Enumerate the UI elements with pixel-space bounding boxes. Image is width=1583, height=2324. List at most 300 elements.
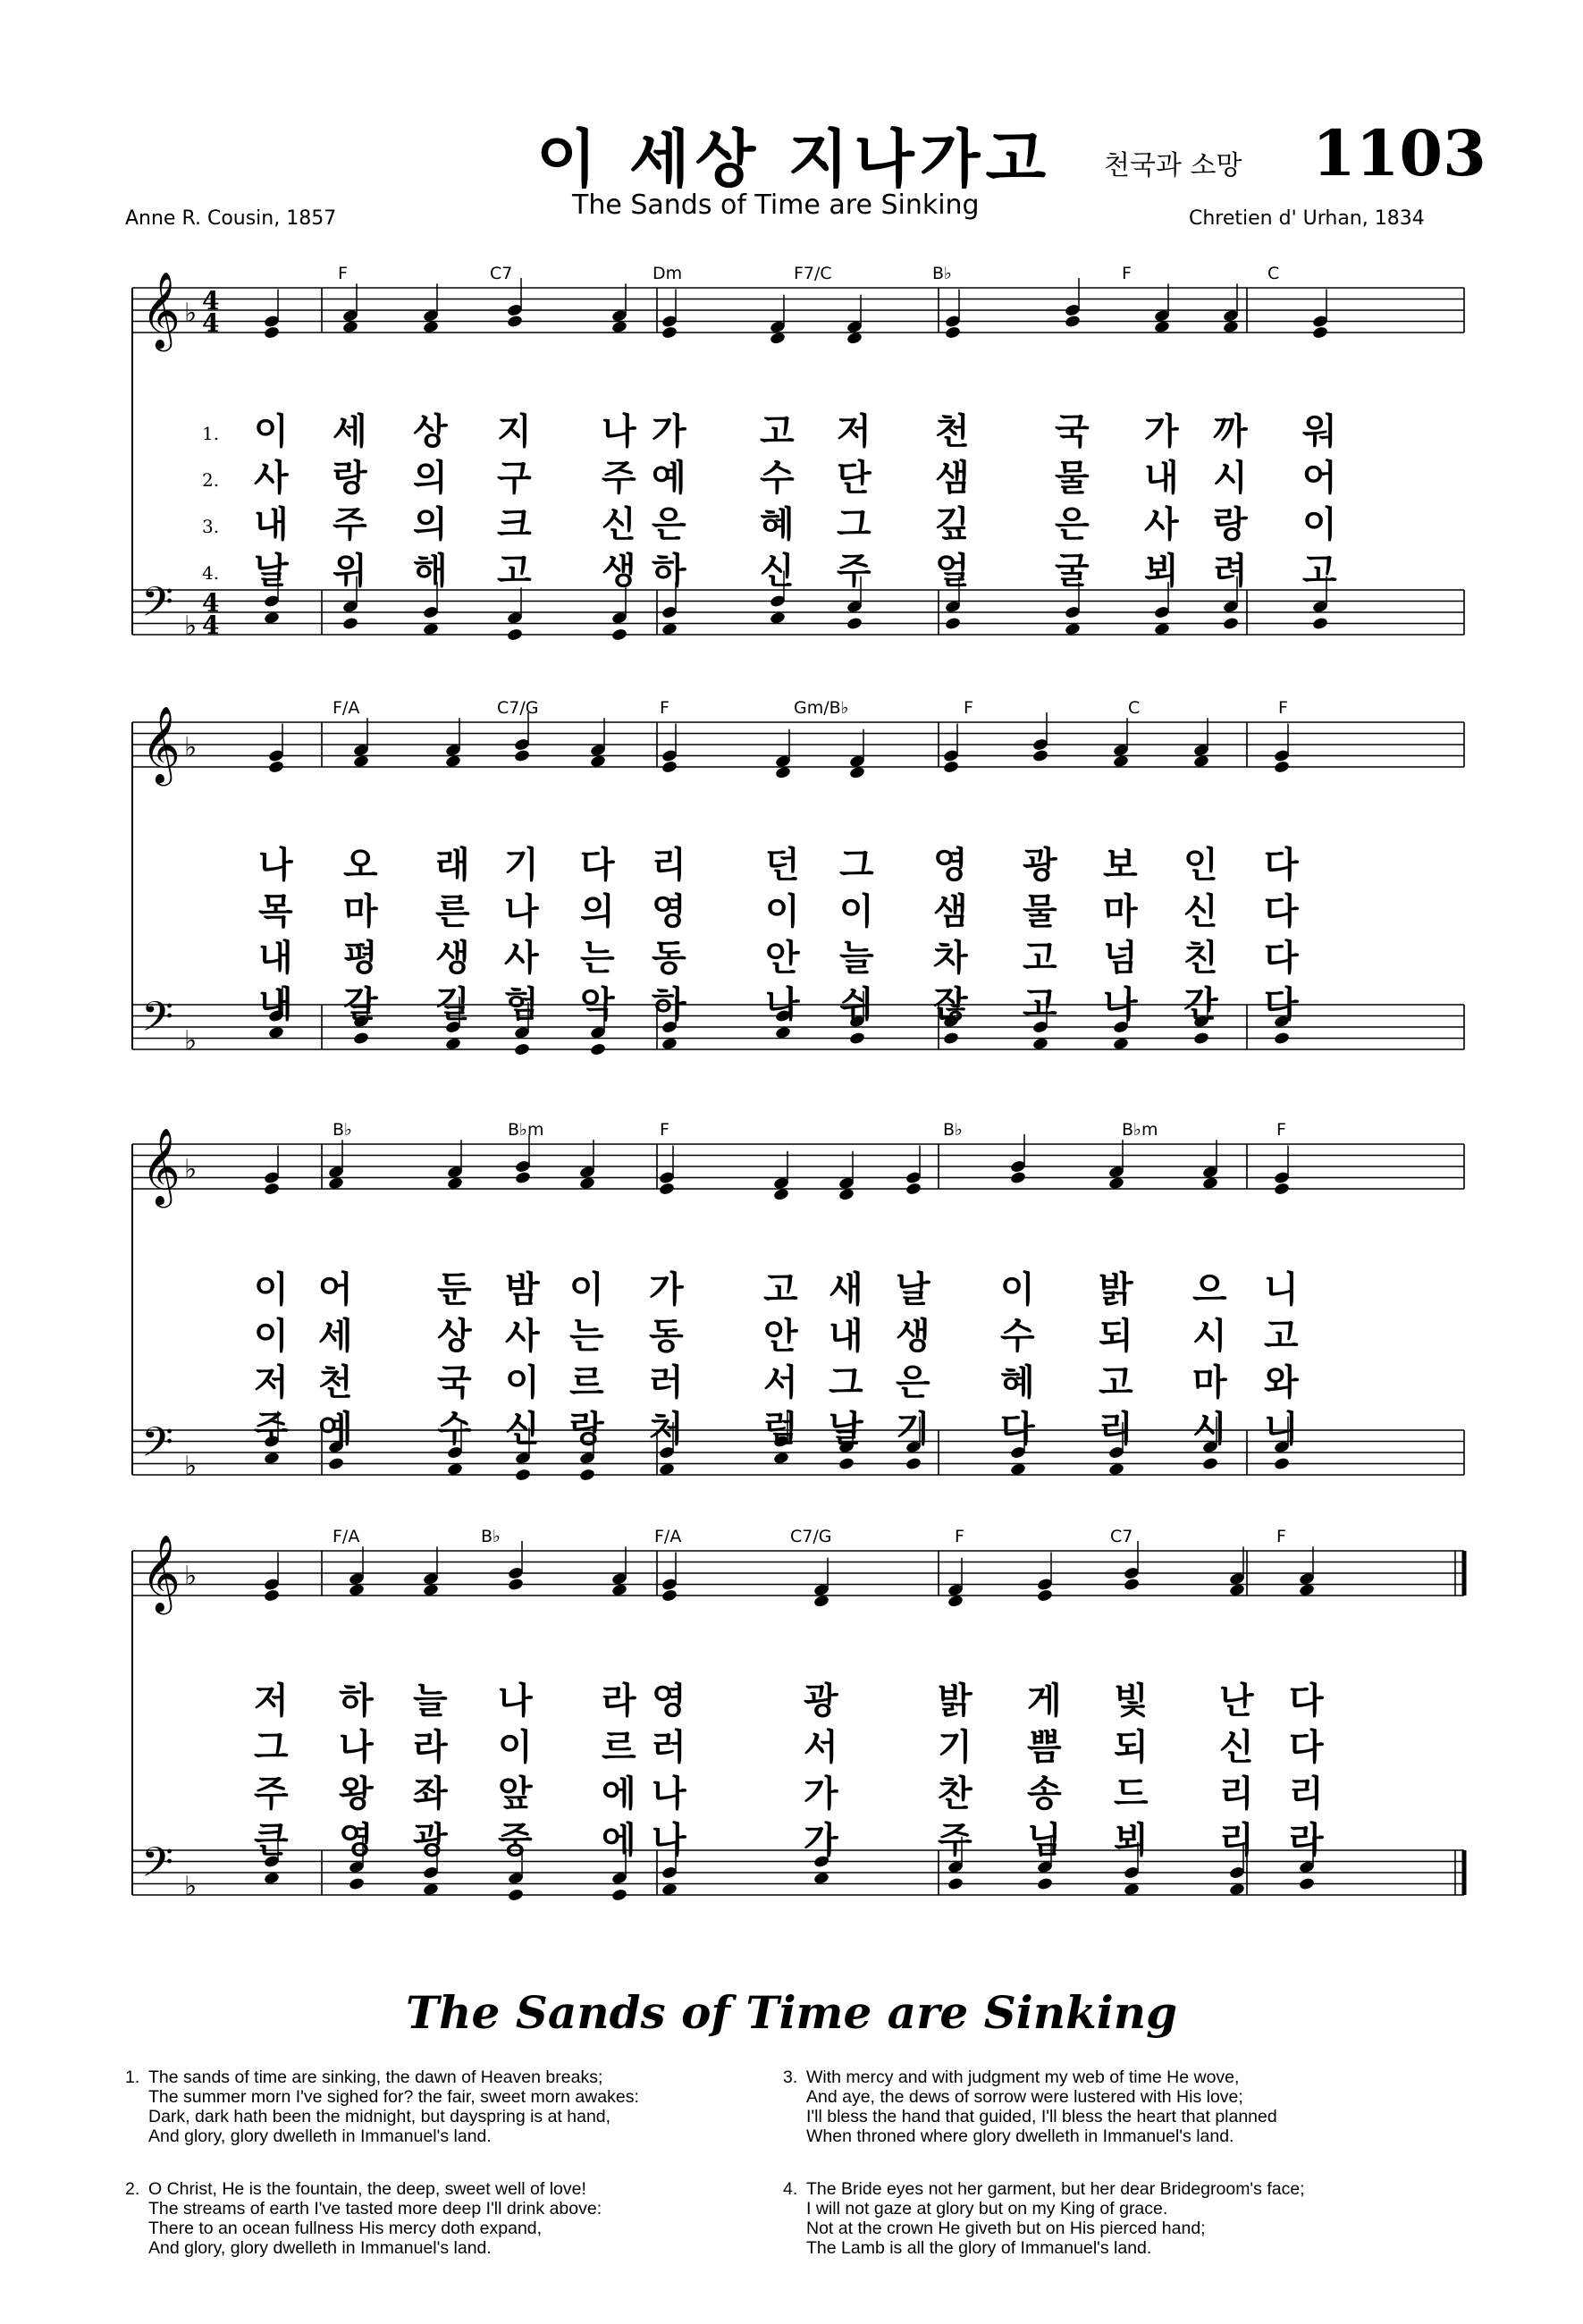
note-head	[773, 1187, 790, 1201]
note-head	[515, 1171, 532, 1185]
lyric-syllable: 래	[435, 845, 470, 886]
lyric-syllable: 기	[504, 845, 539, 886]
chord-symbol: C7/G	[497, 698, 539, 718]
verse-line: There to an ocean fullness His mercy doth expand,	[148, 2219, 543, 2238]
note-head	[507, 627, 524, 642]
note-head	[264, 1451, 281, 1465]
lyric-syllable: 러	[652, 1727, 686, 1768]
verse-line: Dark, dark hath been the midnight, but dayspring is at hand,	[148, 2107, 611, 2126]
note-head	[590, 754, 607, 769]
lyric-syllable: 이	[254, 1269, 289, 1310]
lyric-syllable: 세	[333, 411, 367, 452]
note-head	[1124, 1882, 1141, 1897]
flat-icon: ♭	[184, 610, 198, 642]
lyric-syllable: 이	[765, 891, 800, 932]
lyric-syllable: 이	[254, 1316, 289, 1357]
lyric-syllable: 생	[602, 551, 636, 592]
lyric-syllable: 랑	[569, 1409, 604, 1450]
lyric-syllable: 이	[505, 1362, 540, 1403]
note-head	[514, 1042, 531, 1057]
note-head	[1065, 622, 1082, 636]
note-head	[1154, 320, 1171, 334]
chord-symbol: B♭m	[508, 1120, 544, 1140]
note-head	[661, 1588, 678, 1603]
lyric-syllable: 빛	[1114, 1680, 1149, 1722]
lyric-syllable: 하	[652, 551, 686, 592]
english-verse-2	[125, 2179, 774, 2258]
lyric-syllable: 는	[580, 938, 615, 979]
lyric-syllable: 안	[765, 938, 800, 979]
lyric-syllable: 샘	[935, 458, 970, 499]
lyric-syllable: 생	[896, 1316, 930, 1357]
lyric-syllable: 날	[896, 1269, 930, 1310]
note-head	[423, 1882, 440, 1897]
lyric-syllable: 늘	[413, 1680, 448, 1722]
lyric-syllable: 다	[1264, 938, 1299, 979]
lyric-syllable: 고	[1023, 938, 1057, 979]
lyric-syllable: 시	[1192, 1409, 1227, 1450]
note-head	[579, 1176, 596, 1191]
chord-symbol: F	[1122, 264, 1132, 283]
lyric-syllable: 오	[343, 845, 378, 886]
note-head	[849, 1031, 866, 1046]
bass-clef-icon: 𝄢	[141, 1839, 174, 1897]
note-head	[328, 1457, 345, 1471]
music-system	[132, 264, 1464, 642]
lyric-syllable: 수	[437, 1409, 472, 1450]
lyric-syllable: 인	[1183, 845, 1218, 886]
lyric-syllable: 가	[649, 1269, 684, 1310]
verse-number: 2.	[202, 469, 220, 491]
lyric-syllable: 주	[837, 551, 871, 592]
note-head	[447, 1176, 464, 1191]
chord-symbol: C7	[1110, 1527, 1133, 1546]
note-head	[515, 1468, 532, 1482]
lyric-syllable: 지	[497, 411, 532, 452]
note-head	[353, 754, 370, 769]
lyric-syllable: 이	[498, 1727, 533, 1768]
lyric-syllable: 다	[580, 845, 615, 886]
note-head	[349, 1877, 366, 1891]
lyric-syllable: 으	[1192, 1269, 1227, 1310]
chord-symbol: F/A	[654, 1527, 682, 1546]
lyric-syllable: 에	[602, 1773, 636, 1815]
note-head	[268, 760, 285, 774]
lyric-syllable: 사	[254, 458, 289, 499]
music-system	[132, 698, 1464, 1057]
time-signature-icon: 4	[202, 308, 220, 338]
lyric-syllable: 라	[1289, 1820, 1324, 1861]
flat-icon: ♭	[184, 1871, 198, 1902]
lyric-syllable: 물	[1023, 891, 1057, 932]
note-head	[773, 1451, 790, 1465]
lyric-syllable: 님	[1027, 1820, 1062, 1861]
lyric-syllable: 드	[1114, 1773, 1149, 1815]
note-head	[264, 325, 281, 340]
note-head	[947, 1877, 964, 1891]
lyric-syllable: 워	[1302, 411, 1337, 452]
lyric-syllable: 는	[569, 1316, 604, 1357]
lyric-syllable: 하	[339, 1680, 374, 1722]
note-head	[611, 1888, 628, 1902]
lyric-syllable: 랑	[1213, 504, 1248, 545]
note-head	[1274, 1182, 1291, 1196]
verse-line: O Christ, He is the fountain, the deep, sweet well of love!	[148, 2179, 586, 2199]
note-head	[611, 1583, 628, 1597]
lyric-syllable: 이	[839, 891, 874, 932]
chord-symbol: C7/G	[790, 1527, 832, 1546]
note-head	[423, 320, 440, 334]
music-system	[132, 1527, 1464, 1902]
lyric-syllable: 주	[602, 458, 636, 499]
lyric-syllable: 다	[1264, 891, 1299, 932]
chord-symbol: F/A	[333, 1527, 360, 1546]
lyric-syllable: 고	[1023, 984, 1057, 1025]
note-head	[945, 617, 962, 631]
lyric-syllable: 쉬	[839, 984, 874, 1025]
lyric-syllable: 새	[829, 1269, 863, 1310]
lyric-syllable: 저	[254, 1680, 289, 1722]
chord-symbol: F7/C	[794, 264, 832, 283]
lyric-syllable: 리	[652, 845, 686, 886]
lyric-syllable: 간	[1183, 984, 1218, 1025]
hymn-subtitle: The Sands of Time are Sinking	[572, 189, 980, 221]
note-head	[659, 1182, 676, 1196]
lyric-syllable: 보	[1103, 845, 1138, 886]
note-head	[943, 1031, 960, 1046]
note-head	[813, 1871, 830, 1885]
lyric-syllable: 라	[602, 1680, 636, 1722]
verse-line: The streams of earth I've tasted more deep I'll drink above:	[148, 2199, 602, 2219]
verse-line: The sands of time are sinking, the dawn of Heaven breaks;	[148, 2067, 603, 2087]
lyric-syllable: 저	[837, 411, 871, 452]
chord-symbol: C	[1267, 264, 1280, 283]
lyric-syllable: 서	[804, 1727, 838, 1768]
note-head	[1113, 1037, 1130, 1051]
lyric-syllable: 르	[569, 1362, 604, 1403]
note-head	[1202, 1457, 1219, 1471]
lyric-syllable: 다	[1264, 845, 1299, 886]
lyric-syllable: 광	[413, 1820, 448, 1861]
chord-symbol: B♭	[932, 264, 952, 283]
lyric-syllable: 수	[760, 458, 795, 499]
verse-line: I will not gaze at glory but on my King of grace.	[806, 2199, 1168, 2219]
lyric-syllable: 나	[652, 1820, 686, 1861]
lyric-syllable: 게	[1027, 1680, 1062, 1722]
treble-clef-icon: 𝄞	[141, 706, 181, 783]
verse-line: When throned where glory dwelleth in Immanuel's land.	[806, 2126, 1234, 2146]
lyric-syllable: 뵈	[1144, 551, 1179, 592]
lyric-syllable: 의	[413, 504, 448, 545]
verse-line: And aye, the dews of sorrow were lustered with His love;	[806, 2087, 1243, 2107]
lyric-syllable: 다	[1264, 984, 1299, 1025]
lyric-syllable: 리	[1219, 1820, 1254, 1861]
lyric-syllable: 날	[829, 1409, 863, 1450]
music-system	[132, 1120, 1464, 1482]
lyric-syllable: 넘	[1103, 938, 1138, 979]
note-head	[1229, 1583, 1246, 1597]
note-head	[1037, 1877, 1054, 1891]
verse-line: With mercy and with judgment my web of time He wove,	[806, 2067, 1240, 2087]
lyric-syllable: 차	[933, 938, 968, 979]
lyric-syllable: 친	[1183, 938, 1218, 979]
lyric-syllable: 해	[413, 551, 448, 592]
verse-number: 2.	[125, 2179, 140, 2199]
lyric-syllable: 되	[1114, 1727, 1149, 1768]
lyric-syllable: 내	[254, 504, 289, 545]
lyric-syllable: 찬	[938, 1773, 973, 1815]
lyric-syllable: 서	[763, 1362, 798, 1403]
note-head	[264, 1182, 281, 1196]
lyric-syllable: 늘	[839, 938, 874, 979]
note-head	[943, 760, 960, 774]
bass-clef-icon: 𝄢	[141, 993, 174, 1051]
lyric-syllable: 날	[254, 551, 289, 592]
lyric-syllable: 까	[1213, 411, 1248, 452]
chord-symbol: F/A	[333, 698, 360, 718]
lyric-syllable: 중	[498, 1820, 533, 1861]
chord-symbol: B♭	[943, 1120, 963, 1140]
lyric-syllable: 길	[435, 984, 470, 1025]
lyric-syllable: 다	[1289, 1727, 1324, 1768]
note-head	[590, 1042, 607, 1057]
verse-line: The summer morn I've sighed for? the fair, sweet morn awakes:	[148, 2087, 639, 2107]
lyric-syllable: 이	[254, 411, 289, 452]
note-head	[1113, 754, 1130, 769]
lyric-syllable: 고	[760, 411, 795, 452]
lyric-syllable: 얼	[935, 551, 970, 592]
lyric-syllable: 뵈	[1114, 1820, 1149, 1861]
lyric-syllable: 내	[829, 1316, 863, 1357]
lyric-syllable: 럼	[763, 1409, 798, 1450]
lyric-syllable: 쁨	[1027, 1727, 1062, 1768]
english-title-banner: The Sands of Time are Sinking	[405, 1986, 1178, 2039]
verse-line: Not at the crown He giveth but on His pierced hand;	[806, 2219, 1206, 2238]
lyric-syllable: 가	[652, 411, 686, 452]
lyric-syllable: 마	[1192, 1362, 1227, 1403]
note-head	[1032, 1037, 1049, 1051]
lyric-syllable: 던	[765, 845, 800, 886]
lyric-syllable: 가	[804, 1820, 838, 1861]
note-head	[838, 1457, 855, 1471]
lyric-syllable: 랑	[333, 458, 367, 499]
lyric-syllable: 갈	[343, 984, 378, 1025]
verse-line: The Lamb is all the glory of Immanuel's land.	[806, 2238, 1152, 2258]
lyric-syllable: 처	[649, 1409, 684, 1450]
hymn-number: 1103	[1312, 116, 1486, 190]
lyric-syllable: 주	[333, 504, 367, 545]
verse-number: 4.	[783, 2179, 798, 2199]
lyric-syllable: 나	[652, 1773, 686, 1815]
lyric-syllable: 안	[763, 1316, 798, 1357]
note-head	[661, 1037, 678, 1051]
note-head	[1202, 1176, 1219, 1191]
note-head	[579, 1468, 596, 1482]
chord-symbol: B♭	[481, 1527, 501, 1546]
note-head	[1274, 760, 1291, 774]
flat-icon: ♭	[184, 1154, 198, 1185]
lyric-syllable: 앞	[498, 1773, 533, 1815]
lyric-syllable: 수	[1000, 1316, 1035, 1357]
note-head	[611, 627, 628, 642]
note-head	[349, 1583, 366, 1597]
flat-icon: ♭	[184, 1561, 198, 1592]
lyric-syllable: 내	[258, 984, 293, 1025]
lyric-syllable: 의	[580, 891, 615, 932]
verse-line: I'll bless the hand that guided, I'll bless the heart that planned	[806, 2107, 1277, 2126]
note-head	[659, 1462, 676, 1477]
note-head	[264, 1871, 281, 1885]
english-verse-3	[783, 2067, 1432, 2146]
chord-symbol: C7	[490, 264, 513, 283]
lyric-syllable: 리	[1099, 1409, 1133, 1450]
lyric-syllable: 국	[1055, 411, 1090, 452]
lyric-syllable: 광	[804, 1680, 838, 1722]
hymn-category: 천국과 소망	[1104, 150, 1242, 181]
lyric-syllable: 상	[437, 1316, 472, 1357]
lyric-syllable: 이	[1302, 504, 1337, 545]
flat-icon: ♭	[184, 1451, 198, 1482]
note-head	[423, 1583, 440, 1597]
note-head	[775, 765, 792, 779]
lyric-syllable: 나	[504, 891, 539, 932]
lyric-syllable: 마	[1103, 891, 1138, 932]
lyric-syllable: 물	[1055, 458, 1090, 499]
chord-symbol: F	[955, 1527, 964, 1546]
note-head	[661, 1882, 678, 1897]
note-head	[508, 1888, 525, 1902]
note-head	[1032, 749, 1049, 763]
lyric-syllable: 시	[1192, 1316, 1227, 1357]
lyric-syllable: 혜	[760, 504, 795, 545]
lyric-syllable: 은	[1055, 504, 1090, 545]
lyric-syllable: 밝	[1099, 1269, 1133, 1310]
verse-number: 3.	[783, 2067, 798, 2087]
lyric-syllable: 구	[497, 458, 532, 499]
chord-symbol: B♭	[333, 1120, 352, 1140]
note-head	[1010, 1462, 1027, 1477]
lyric-syllable: 의	[413, 458, 448, 499]
lyric-syllable: 와	[1264, 1362, 1299, 1403]
lyric-syllable: 생	[435, 938, 470, 979]
lyric-syllable: 천	[318, 1362, 353, 1403]
note-head	[947, 1594, 964, 1608]
lyric-syllable: 영	[652, 891, 686, 932]
lyric-syllable: 마	[343, 891, 378, 932]
lyric-syllable: 굴	[1055, 551, 1090, 592]
lyric-syllable: 악	[580, 984, 615, 1025]
lyric-syllable: 험	[504, 984, 539, 1025]
lyric-syllable: 가	[804, 1773, 838, 1815]
note-head	[1037, 1588, 1054, 1603]
lyric-syllable: 주	[254, 1773, 289, 1815]
lyricist-credit: Anne R. Cousin, 1857	[125, 207, 337, 230]
lyric-syllable: 송	[1027, 1773, 1062, 1815]
note-head	[445, 754, 462, 769]
note-head	[945, 325, 962, 340]
lyric-syllable: 되	[1099, 1316, 1133, 1357]
lyric-syllable: 고	[1099, 1362, 1133, 1403]
lyric-syllable: 신	[1183, 891, 1218, 932]
lyric-syllable: 나	[498, 1680, 533, 1722]
verse-line: The Bride eyes not her garment, but her dear Bridegroom's face;	[806, 2179, 1305, 2199]
note-head	[905, 1182, 922, 1196]
chord-symbol: F	[964, 698, 973, 718]
note-head	[775, 1025, 792, 1040]
note-head	[1229, 1882, 1246, 1897]
lyric-syllable: 어	[1302, 458, 1337, 499]
chord-symbol: F	[338, 264, 348, 283]
note-head	[508, 1578, 525, 1592]
lyric-syllable: 그	[837, 504, 871, 545]
note-head	[447, 1462, 464, 1477]
note-head	[1154, 622, 1171, 636]
treble-clef-icon: 𝄞	[141, 1128, 181, 1205]
lyric-syllable: 세	[318, 1316, 353, 1357]
note-head	[838, 1187, 855, 1201]
lyric-syllable: 은	[652, 504, 686, 545]
verse-number: 4.	[202, 562, 220, 584]
bass-clef-icon: 𝄢	[141, 1419, 174, 1477]
note-head	[1223, 617, 1240, 631]
lyric-syllable: 은	[896, 1362, 930, 1403]
chord-symbol: F	[660, 698, 669, 718]
note-head	[264, 610, 281, 625]
lyric-syllable: 평	[343, 938, 378, 979]
time-signature-icon: 4	[202, 610, 220, 640]
lyric-syllable: 동	[652, 938, 686, 979]
lyric-syllable: 천	[935, 411, 970, 452]
lyric-syllable: 고	[1302, 551, 1337, 592]
note-head	[1108, 1176, 1125, 1191]
note-head	[342, 617, 359, 631]
note-head	[445, 1037, 462, 1051]
lyric-syllable: 목	[258, 891, 293, 932]
english-verse-4	[783, 2179, 1432, 2258]
treble-clef-icon: 𝄞	[141, 272, 181, 349]
lyric-syllable: 니	[1264, 1409, 1299, 1450]
time-signature-icon: 4	[202, 286, 220, 316]
chord-symbol: F	[660, 1120, 669, 1140]
note-head	[1010, 1171, 1027, 1185]
lyric-syllable: 밝	[938, 1680, 973, 1722]
note-head	[905, 1457, 922, 1471]
lyric-syllable: 나	[339, 1727, 374, 1768]
flat-icon: ♭	[184, 1025, 198, 1057]
lyric-syllable: 나	[1103, 984, 1138, 1025]
note-head	[507, 315, 524, 329]
lyric-syllable: 고	[1264, 1316, 1299, 1357]
verse-line: And glory, glory dwelleth in Immanuel's land.	[148, 2126, 492, 2146]
composer-credit: Chretien d' Urhan, 1834	[1189, 207, 1425, 230]
lyric-syllable: 예	[318, 1409, 353, 1450]
lyric-syllable: 큰	[254, 1820, 289, 1861]
lyric-syllable: 그	[254, 1727, 289, 1768]
lyric-syllable: 크	[497, 504, 532, 545]
lyric-syllable: 영	[933, 845, 968, 886]
note-head	[353, 1031, 370, 1046]
note-head	[1223, 320, 1240, 334]
chord-symbol: Dm	[653, 264, 683, 283]
lyric-syllable: 라	[413, 1727, 448, 1768]
lyric-syllable: 리	[1289, 1773, 1324, 1815]
chord-symbol: F	[1278, 698, 1288, 718]
note-head	[846, 331, 863, 345]
lyric-syllable: 난	[1219, 1680, 1254, 1722]
lyric-syllable: 깊	[935, 504, 970, 545]
lyric-syllable: 영	[339, 1820, 374, 1861]
lyric-syllable: 그	[829, 1362, 863, 1403]
